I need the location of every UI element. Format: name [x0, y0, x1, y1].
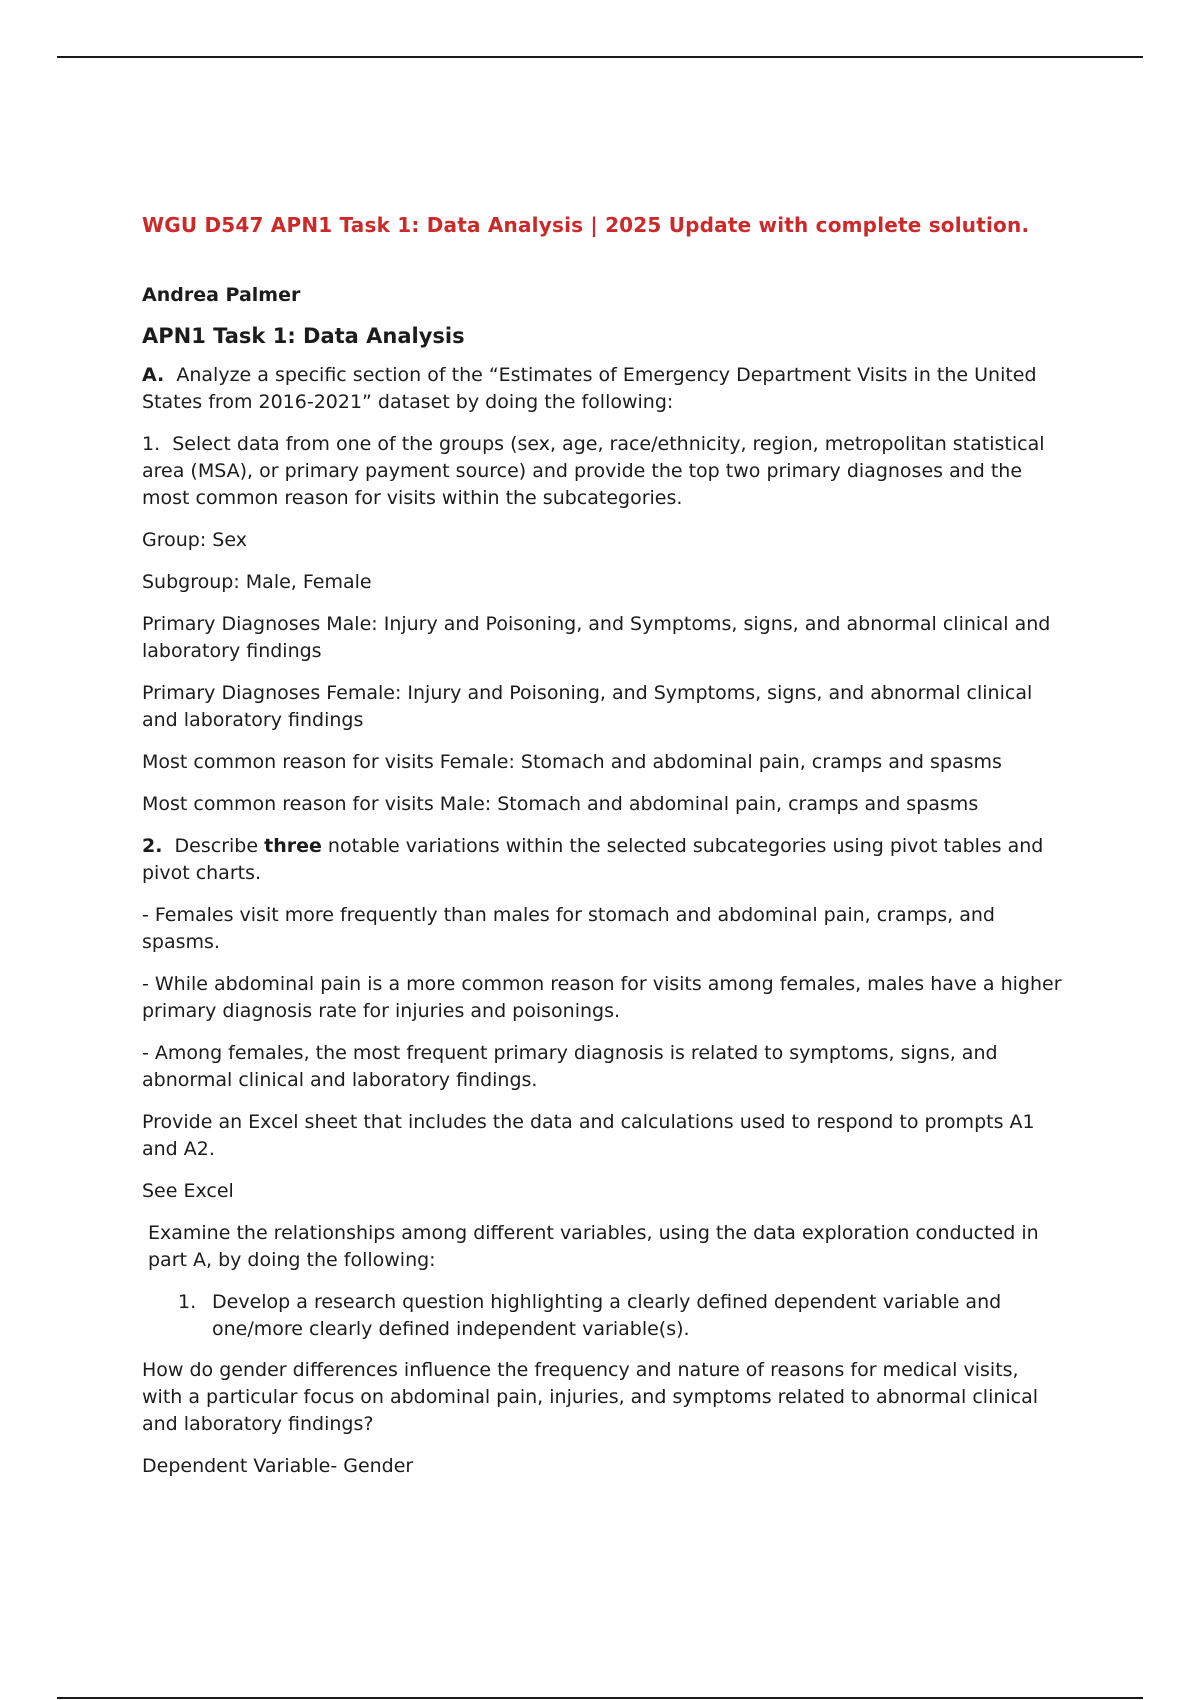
examine-prompt: Examine the relationships among different variables, using the data exploration conducted in part A, by doing the following:	[148, 1222, 1039, 1271]
subgroup-line: Subgroup: Male, Female	[142, 571, 372, 593]
see-excel: See Excel	[142, 1180, 234, 1202]
research-question: How do gender differences influence the frequency and nature of reasons for medical visits, with a particular focus on abdominal pain, injuries, and symptoms related to abnormal clinical and laboratory findings?	[142, 1359, 1039, 1435]
primary-diagnoses-female: Primary Diagnoses Female: Injury and Poisoning, and Symptoms, signs, and abnormal clinical and laboratory findings	[142, 682, 1033, 731]
sub-item-1-label: 1.	[178, 1291, 197, 1313]
reason-male: Most common reason for visits Male: Stomach and abdominal pain, cramps and spasms	[142, 793, 979, 815]
item-2-before: Describe	[174, 835, 259, 857]
bottom-rule	[57, 1697, 1143, 1699]
dependent-variable: Dependent Variable- Gender	[142, 1455, 414, 1477]
top-rule	[57, 56, 1143, 58]
variation-2: - While abdominal pain is a more common reason for visits among females, males have a higher primary diagnosis rate for injuries and poisonings.	[142, 973, 1062, 1022]
variation-1: - Females visit more frequently than males for stomach and abdominal pain, cramps, and spasms.	[142, 904, 995, 953]
document-title: WGU D547 APN1 Task 1: Data Analysis | 2025 Update with complete solution.	[142, 213, 1030, 237]
item-2-label: 2.	[142, 835, 163, 857]
variation-3: - Among females, the most frequent primary diagnosis is related to symptoms, signs, and abnormal clinical and laboratory findings.	[142, 1042, 998, 1091]
section-a	[142, 362, 1062, 416]
item-1-label: 1.	[142, 433, 161, 455]
reason-female: Most common reason for visits Female: Stomach and abdominal pain, cramps and spasms	[142, 751, 1002, 773]
primary-diagnoses-male: Primary Diagnoses Male: Injury and Poisoning, and Symptoms, signs, and abnormal clinical and laboratory findings	[142, 613, 1051, 662]
section-a-label: A.	[142, 364, 165, 386]
section-a-text: Analyze a specific section of the “Estimates of Emergency Department Visits in the United States from 2016-2021” dataset by doing the following:	[142, 364, 1037, 413]
author-name: Andrea Palmer	[142, 284, 301, 306]
item-2	[142, 833, 1062, 887]
item-1	[142, 431, 1062, 512]
item-2-bold: three	[264, 835, 322, 857]
item-1-text: Select data from one of the groups (sex, age, race/ethnicity, region, metropolitan statistical area (MSA), or primary payment source) and provide the top two primary diagnoses and the most common reason for visits within the subcategories.	[142, 433, 1045, 509]
item-2-after: notable variations within the selected subcategories using pivot tables and pivot charts.	[142, 835, 1044, 884]
sub-item-1	[142, 1289, 1062, 1343]
sub-item-1-text: Develop a research question highlighting a clearly defined dependent variable and one/more clearly defined independent variable(s).	[212, 1291, 1002, 1340]
document-body	[142, 212, 1062, 1495]
task-heading: APN1 Task 1: Data Analysis	[142, 324, 465, 348]
group-line: Group: Sex	[142, 529, 247, 551]
excel-prompt: Provide an Excel sheet that includes the data and calculations used to respond to prompts A1 and A2.	[142, 1111, 1035, 1160]
